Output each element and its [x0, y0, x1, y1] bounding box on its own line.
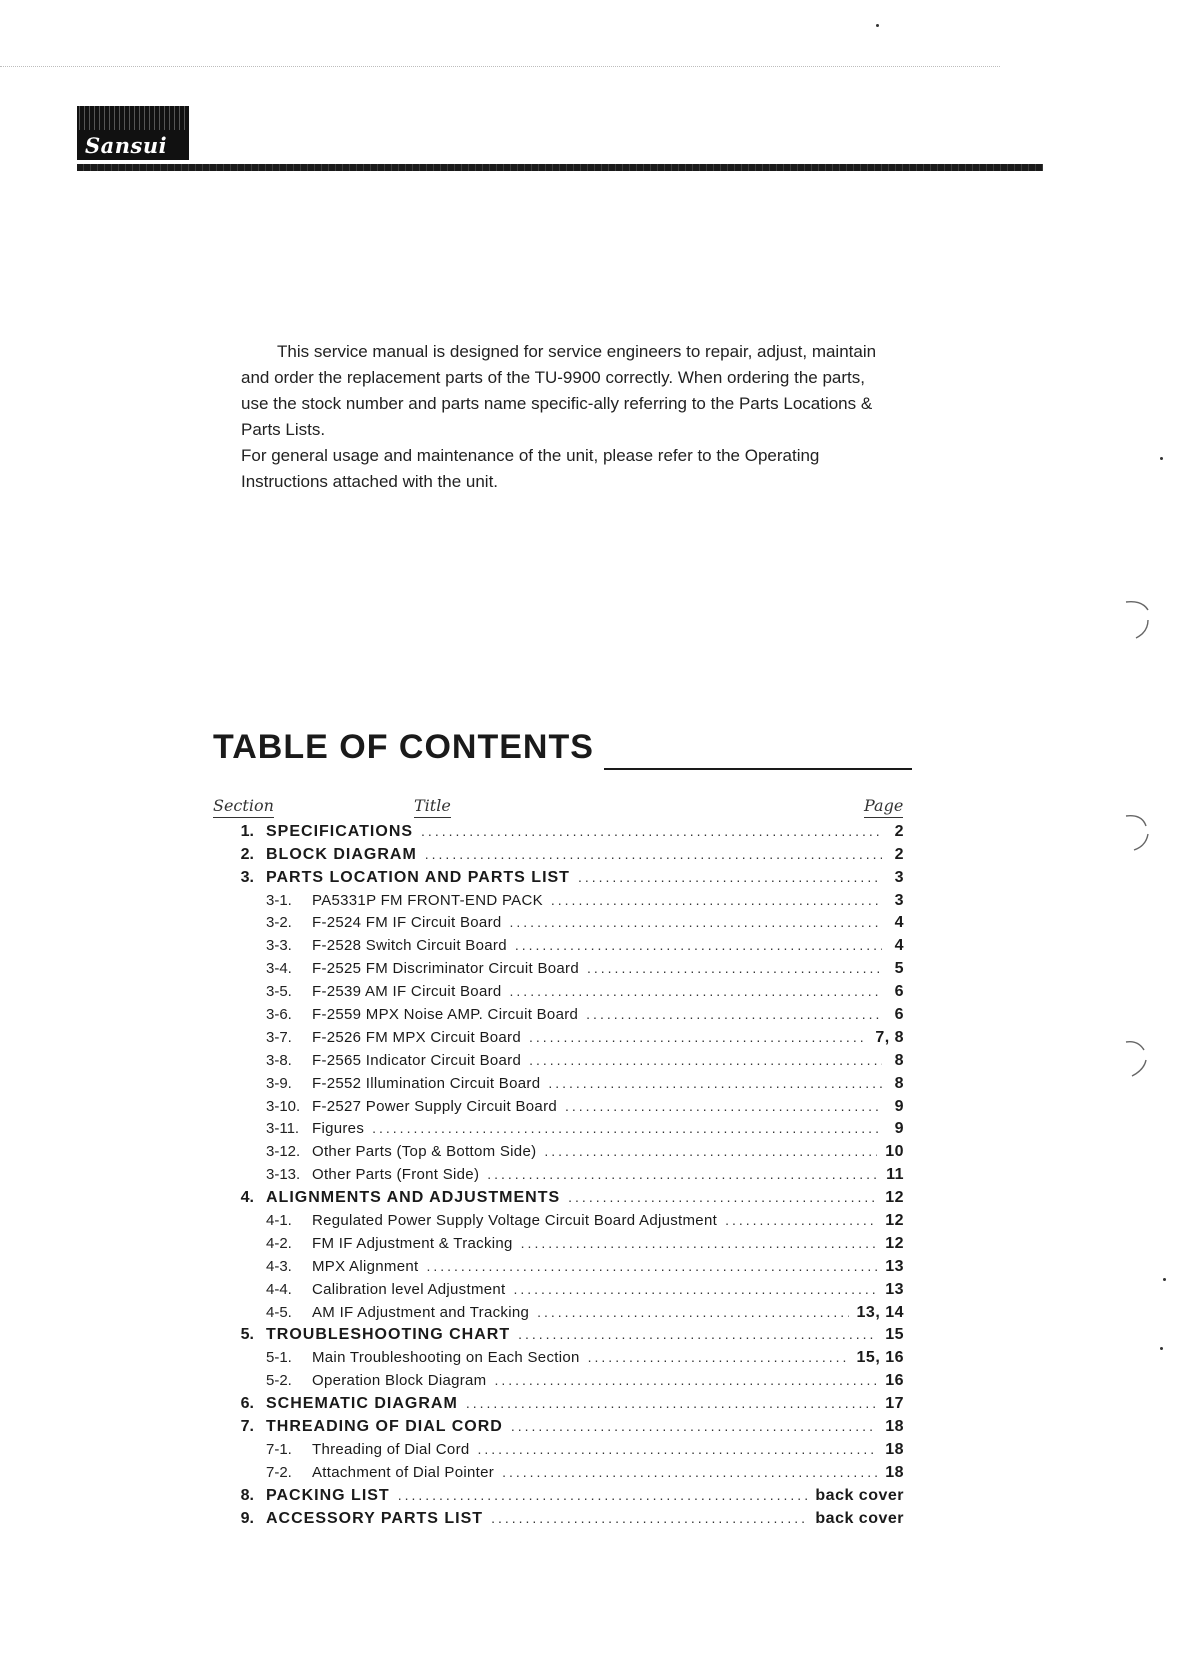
- toc-entry-page: 10: [885, 1143, 904, 1161]
- toc-subsection-number: 3-11.: [266, 1120, 300, 1138]
- toc-dot-leader: [372, 1120, 882, 1136]
- toc-subsection-row: [224, 1301, 904, 1324]
- toc-section-number: 1.: [240, 822, 254, 840]
- toc-entry-leader: [266, 1212, 904, 1230]
- toc-entry-page: 18: [885, 1463, 904, 1481]
- toc-subsection-row: [224, 1255, 904, 1278]
- toc-section-number: 5.: [240, 1326, 254, 1344]
- toc-section-row: [224, 1484, 904, 1507]
- toc-entry-title: F-2525 FM Discriminator Circuit Board: [312, 960, 579, 978]
- scan-speck: [1160, 1347, 1163, 1350]
- toc-heading: TABLE OF CONTENTS: [213, 728, 594, 766]
- toc-entry-title: ALIGNMENTS AND ADJUSTMENTS: [266, 1189, 561, 1207]
- toc-entry-page: 18: [885, 1440, 904, 1458]
- toc-section-row: [224, 1324, 904, 1347]
- toc-entry-title: F-2565 Indicator Circuit Board: [312, 1051, 522, 1069]
- toc-subsection-number: 4-5.: [266, 1303, 292, 1321]
- column-header-section: Section: [213, 796, 274, 818]
- toc-entry-title: THREADING OF DIAL CORD: [266, 1418, 503, 1436]
- toc-entry-title: PA5331P FM FRONT-END PACK: [312, 891, 543, 909]
- toc-subsection-row: [224, 1209, 904, 1232]
- toc-dot-leader: [515, 937, 882, 953]
- toc-entry-leader: [266, 1098, 904, 1116]
- toc-entry-page: 17: [885, 1395, 904, 1413]
- toc-entry-title: F-2539 AM IF Circuit Board: [312, 983, 502, 1001]
- toc-dot-leader: [487, 1166, 878, 1182]
- toc-subsection-number: 3-7.: [266, 1028, 292, 1046]
- toc-entry-leader: [266, 892, 904, 910]
- toc-entry-title: ACCESSORY PARTS LIST: [266, 1509, 484, 1527]
- toc-entry-page: 12: [885, 1212, 904, 1230]
- toc-dot-leader: [725, 1212, 877, 1228]
- toc-subsection-number: 3-10.: [266, 1097, 301, 1115]
- toc-entry-page: 2: [894, 845, 904, 863]
- toc-dot-leader: [491, 1510, 807, 1526]
- toc-dot-leader: [587, 960, 882, 976]
- toc-subsection-row: [224, 1095, 904, 1118]
- toc-entry-title: Attachment of Dial Pointer: [312, 1463, 495, 1481]
- toc-dot-leader: [398, 1487, 808, 1503]
- toc-entry-title: SCHEMATIC DIAGRAM: [266, 1395, 458, 1413]
- toc-entry-title: F-2524 FM IF Circuit Board: [312, 914, 502, 932]
- toc-subsection-number: 4-4.: [266, 1280, 292, 1298]
- toc-section-row: [224, 843, 904, 866]
- scan-speck: [1163, 1278, 1166, 1281]
- toc-section-row: [224, 1415, 904, 1438]
- toc-subsection-row: [224, 1278, 904, 1301]
- toc-entry-leader: [266, 1326, 904, 1344]
- toc-entry-page: 2: [894, 822, 904, 840]
- column-header-page: Page: [864, 796, 903, 818]
- toc-entry-title: MPX Alignment: [312, 1257, 419, 1275]
- toc-dot-leader: [565, 1098, 882, 1114]
- toc-subsection-number: 4-1.: [266, 1212, 292, 1230]
- toc-dot-leader: [518, 1326, 877, 1342]
- toc-subsection-number: 7-2.: [266, 1463, 292, 1481]
- toc-entry-leader: [266, 1052, 904, 1070]
- toc-subsection-number: 3-12.: [266, 1143, 301, 1161]
- toc-entry-page: 6: [894, 1006, 904, 1024]
- toc-subsection-row: [224, 1072, 904, 1095]
- toc-subsection-number: 5-2.: [266, 1372, 292, 1390]
- toc-subsection-row: [224, 1026, 904, 1049]
- intro-paragraph: For general usage and maintenance of the unit, please refer to the Operating Instructions attached with the unit.: [241, 446, 820, 491]
- toc-list: [224, 820, 904, 1530]
- toc-section-row: [224, 1507, 904, 1530]
- toc-entry-page: 8: [894, 1051, 904, 1069]
- toc-entry-page: 13, 14: [856, 1303, 904, 1321]
- toc-dot-leader: [529, 1029, 867, 1045]
- toc-entry-title: Calibration level Adjustment: [312, 1280, 506, 1298]
- toc-entry-title: F-2552 Illumination Circuit Board: [312, 1074, 541, 1092]
- toc-subsection-number: 4-3.: [266, 1257, 292, 1275]
- toc-entry-page: 4: [894, 914, 904, 932]
- toc-entry-title: PARTS LOCATION AND PARTS LIST: [266, 868, 570, 886]
- toc-subsection-number: 3-9.: [266, 1074, 292, 1092]
- toc-entry-title: Other Parts (Top & Bottom Side): [312, 1143, 537, 1161]
- toc-entry-page: 9: [894, 1120, 904, 1138]
- toc-dot-leader: [537, 1304, 848, 1320]
- toc-entry-title: TROUBLESHOOTING CHART: [266, 1326, 511, 1344]
- toc-entry-leader: [266, 1349, 904, 1367]
- toc-subsection-row: [224, 1163, 904, 1186]
- toc-subsection-row: [224, 957, 904, 980]
- toc-subsection-row: [224, 1346, 904, 1369]
- toc-subsection-row: [224, 1232, 904, 1255]
- toc-entry-page: 15, 16: [856, 1349, 904, 1367]
- toc-entry-leader: [266, 869, 904, 887]
- toc-subsection-number: 3-13.: [266, 1166, 301, 1184]
- toc-subsection-number: 3-4.: [266, 960, 292, 978]
- toc-entry-leader: [266, 1258, 904, 1276]
- toc-entry-title: Threading of Dial Cord: [312, 1440, 470, 1458]
- toc-entry-page: 7, 8: [875, 1028, 904, 1046]
- toc-entry-leader: [266, 1143, 904, 1161]
- toc-dot-leader: [425, 846, 882, 862]
- toc-subsection-number: 3-1.: [266, 891, 292, 909]
- toc-entry-leader: [266, 1029, 904, 1047]
- toc-entry-leader: [266, 914, 904, 932]
- scan-speck: [876, 24, 879, 27]
- punch-hole-mark: [1124, 598, 1154, 648]
- toc-subsection-number: 3-6.: [266, 1006, 292, 1024]
- toc-entry-title: SPECIFICATIONS: [266, 822, 414, 840]
- logo-texture: [77, 106, 189, 130]
- toc-subsection-row: [224, 1140, 904, 1163]
- toc-entry-title: F-2527 Power Supply Circuit Board: [312, 1097, 558, 1115]
- toc-subsection-row: [224, 934, 904, 957]
- toc-entry-leader: [266, 1006, 904, 1024]
- toc-entry-leader: [266, 1441, 904, 1459]
- toc-section-number: 6.: [240, 1395, 254, 1413]
- toc-entry-leader: [266, 1235, 904, 1253]
- toc-subsection-number: 4-2.: [266, 1234, 292, 1252]
- toc-entry-leader: [266, 1075, 904, 1093]
- toc-entry-page: 11: [886, 1166, 904, 1184]
- toc-entry-page: 18: [885, 1418, 904, 1436]
- toc-dot-leader: [548, 1075, 882, 1091]
- toc-section-row: [224, 820, 904, 843]
- toc-entry-leader: [266, 1464, 904, 1482]
- toc-entry-leader: [266, 846, 904, 864]
- toc-subsection-row: [224, 1438, 904, 1461]
- toc-dot-leader: [511, 1418, 877, 1434]
- toc-entry-page: 6: [894, 983, 904, 1001]
- toc-subsection-row: [224, 889, 904, 912]
- toc-entry-leader: [266, 960, 904, 978]
- toc-entry-page: 5: [894, 960, 904, 978]
- toc-entry-title: Regulated Power Supply Voltage Circuit Board Adjustment: [312, 1212, 718, 1230]
- toc-entry-title: F-2526 FM MPX Circuit Board: [312, 1028, 521, 1046]
- toc-entry-page: 8: [894, 1074, 904, 1092]
- punch-hole-mark: [1124, 812, 1154, 862]
- toc-entry-leader: [266, 937, 904, 955]
- toc-entry-page: 3: [894, 868, 904, 886]
- toc-section-number: 3.: [240, 868, 254, 886]
- toc-section-row: [224, 1186, 904, 1209]
- toc-entry-leader: [266, 1281, 904, 1299]
- toc-section-number: 9.: [240, 1509, 254, 1527]
- toc-dot-leader: [494, 1372, 877, 1388]
- toc-section-number: 2.: [240, 845, 254, 863]
- toc-entry-leader: [266, 1487, 904, 1505]
- toc-dot-leader: [478, 1441, 878, 1457]
- toc-dot-leader: [578, 869, 882, 885]
- toc-dot-leader: [529, 1052, 882, 1068]
- toc-dot-leader: [544, 1143, 877, 1159]
- toc-entry-title: AM IF Adjustment and Tracking: [312, 1303, 530, 1321]
- toc-entry-title: PACKING LIST: [266, 1486, 390, 1504]
- toc-dot-leader: [588, 1349, 849, 1365]
- header-rule: [77, 164, 1043, 171]
- toc-dot-leader: [586, 1006, 882, 1022]
- toc-dot-leader: [421, 823, 882, 839]
- sansui-logo: [77, 106, 189, 160]
- toc-dot-leader: [510, 914, 882, 930]
- intro-paragraph: This service manual is designed for service engineers to repair, adjust, maintain and order the replacement parts of the TU-9900 correctly. When ordering the parts, use the stock number and parts name specific-ally referring to the Parts Locations & Parts Lists.: [241, 342, 877, 439]
- scan-artifact-line: [0, 66, 1000, 67]
- toc-dot-leader: [568, 1189, 877, 1205]
- toc-subsection-row: [224, 1461, 904, 1484]
- toc-dot-leader: [426, 1258, 877, 1274]
- toc-entry-page: 12: [885, 1189, 904, 1207]
- toc-entry-title: Operation Block Diagram: [312, 1372, 487, 1390]
- toc-entry-leader: [266, 1372, 904, 1390]
- toc-entry-leader: [266, 1395, 904, 1413]
- toc-entry-page: 13: [885, 1257, 904, 1275]
- intro-text: [241, 339, 881, 495]
- toc-dot-leader: [521, 1235, 878, 1251]
- toc-heading-rule: [604, 768, 912, 770]
- punch-hole-mark: [1124, 1038, 1154, 1088]
- toc-section-number: 8.: [240, 1486, 254, 1504]
- toc-entry-page: 9: [894, 1097, 904, 1115]
- toc-subsection-number: 3-2.: [266, 914, 292, 932]
- toc-subsection-row: [224, 912, 904, 935]
- toc-subsection-row: [224, 1369, 904, 1392]
- toc-entry-title: Main Troubleshooting on Each Section: [312, 1349, 580, 1367]
- toc-subsection-row: [224, 1049, 904, 1072]
- toc-dot-leader: [510, 983, 882, 999]
- toc-subsection-number: 7-1.: [266, 1440, 292, 1458]
- toc-subsection-row: [224, 1118, 904, 1141]
- toc-dot-leader: [502, 1464, 877, 1480]
- logo-text: Sansui: [85, 133, 168, 158]
- toc-entry-title: BLOCK DIAGRAM: [266, 845, 417, 863]
- toc-subsection-row: [224, 980, 904, 1003]
- toc-entry-page: back cover: [815, 1509, 904, 1527]
- toc-entry-page: 13: [885, 1280, 904, 1298]
- toc-entry-title: FM IF Adjustment & Tracking: [312, 1234, 513, 1252]
- toc-subsection-number: 3-5.: [266, 983, 292, 1001]
- toc-entry-page: 12: [885, 1234, 904, 1252]
- toc-entry-leader: [266, 1166, 904, 1184]
- scan-speck: [1160, 457, 1163, 460]
- toc-dot-leader: [466, 1395, 877, 1411]
- toc-section-row: [224, 1392, 904, 1415]
- toc-section-number: 4.: [240, 1189, 254, 1207]
- toc-section-row: [224, 866, 904, 889]
- toc-entry-leader: [266, 823, 904, 841]
- toc-entry-leader: [266, 1418, 904, 1436]
- toc-dot-leader: [551, 892, 882, 908]
- toc-subsection-row: [224, 1003, 904, 1026]
- toc-entry-page: 15: [885, 1326, 904, 1344]
- toc-entry-page: 16: [885, 1372, 904, 1390]
- toc-entry-leader: [266, 1120, 904, 1138]
- toc-entry-leader: [266, 1304, 904, 1322]
- toc-entry-title: Figures: [312, 1120, 365, 1138]
- toc-entry-title: Other Parts (Front Side): [312, 1166, 480, 1184]
- toc-subsection-number: 3-8.: [266, 1051, 292, 1069]
- toc-entry-title: F-2559 MPX Noise AMP. Circuit Board: [312, 1006, 579, 1024]
- toc-entry-leader: [266, 1189, 904, 1207]
- toc-entry-leader: [266, 983, 904, 1001]
- toc-entry-leader: [266, 1510, 904, 1528]
- toc-subsection-number: 3-3.: [266, 937, 292, 955]
- toc-entry-title: F-2528 Switch Circuit Board: [312, 937, 507, 955]
- toc-entry-page: 4: [894, 937, 904, 955]
- toc-dot-leader: [514, 1281, 878, 1297]
- toc-section-number: 7.: [240, 1418, 254, 1436]
- toc-entry-page: back cover: [815, 1486, 904, 1504]
- toc-entry-page: 3: [894, 891, 904, 909]
- column-header-title: Title: [414, 796, 451, 818]
- toc-subsection-number: 5-1.: [266, 1349, 292, 1367]
